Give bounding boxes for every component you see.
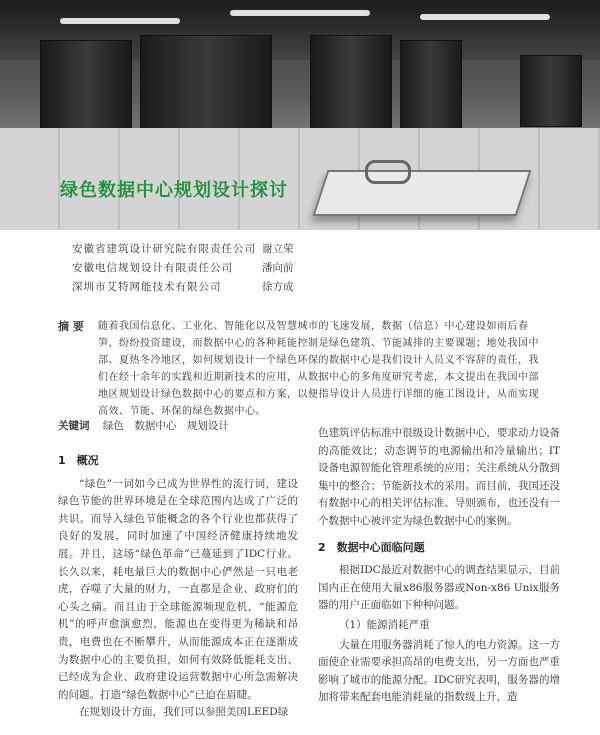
section-1-heading: 1 概况	[58, 454, 99, 467]
author-org: 深圳市艾特网能技术有限公司	[72, 281, 222, 293]
paragraph: “绿色”一词如今已成为世界性的流行词，建设绿色节能的世界环境是在全球范围内达成了广泛的共识。而导入绿色节能概念的各个行业也都获得了良好的发展，同时加速了中国经济健康持续地发展。并且，这场“绿色革命”已蔓延到了IDC行业。长久以来，耗电量巨大的数据中心俨然是一只电老虎，吞噬了大量的财力，一直都是企业、政府们的心头之痛。而且由于全球能源频现危机，“能源危机”的呼声愈演愈烈，能源也在变得更为稀缺和昂贵，电费也在不断攀升，从而能源成本正在逐渐成为数据中心的主要负担，如何有效降低能耗支出、已经成为企业、政府建设运营数据中心所急需解决的问题。打造“绿色数据中心”已迫在眉睫。	[58, 477, 298, 701]
server-rack	[310, 35, 392, 137]
section-2-heading: 2 数据中心面临问题	[318, 540, 425, 554]
keywords-label: 关键词	[58, 420, 90, 432]
ceiling-light	[60, 18, 180, 24]
server-rack	[520, 55, 582, 127]
subheading: （1）能源消耗严重	[339, 618, 430, 631]
author-row	[72, 278, 294, 297]
paragraph: 在规划设计方面，我们可以参照美国LEED绿	[79, 706, 289, 719]
ceiling-light	[420, 14, 550, 20]
author-org: 安徽省建筑设计研究院有限责任公司	[72, 243, 256, 255]
paragraph: 根据IDC最近对数据中心的调查结果显示，目前国内正在使用大量x86服务器或Non-x86 Unix服务器的用户正面临如下种种问题。	[318, 564, 560, 612]
author-row	[72, 259, 294, 278]
author-name: 潘向前	[262, 262, 294, 274]
right-column	[318, 425, 560, 707]
abstract-label: 摘 要	[58, 320, 84, 333]
abstract	[58, 318, 548, 420]
floor-tile	[313, 170, 532, 216]
paragraph: 大量在用服务器消耗了惊人的电力资源。这一方面使企业需要承担高昂的电费支出，另一方面也严重影响了城市的能源分配。IDC研究表明，服务器的增加将带来配套电能消耗量的指数级上升，造	[318, 638, 560, 704]
author-name: 徐方成	[262, 281, 294, 293]
author-name: 谢立荣	[262, 243, 294, 255]
page-title: 绿色数据中心规划设计探讨	[60, 180, 288, 201]
keywords	[58, 418, 229, 433]
author-list	[72, 240, 294, 297]
ceiling-light	[230, 10, 370, 16]
server-rack	[400, 40, 462, 132]
author-org: 安徽电信规划设计有限责任公司	[72, 262, 233, 274]
abstract-text: 随着我国信息化、工业化、智能化以及智慧城市的飞速发展，数据（信息）中心建设如雨后春笋，纷纷投资建设，而数据中心的各种耗能控制是绿色建筑、节能减排的主要课题；地处我国中部、夏热冬冷地区，如何规划设计一个绿色环保的数据中心是我们设计人员义不容辞的责任，我们在经十余年的实践和近期新技术的应用，从数据中心的多角度研究考虑，本文提出在我国中部地区规划设计绿色数据中心的要点和方案，以便指导设计人员进行详细的施工图设计，从而实现高效、节能、环保的绿色数据中心。	[98, 321, 539, 417]
hero-image	[0, 0, 600, 230]
author-row	[72, 240, 294, 259]
paragraph: 色建筑评估标准中很级设计数据中心，要求动力设备的高能效比；动态调节的电源输出和冷量输出；IT设备电源智能化管理系统的应用；关注系统从分散到集中的整合；节能新技术的采用。而目前，我国还没有数据中心的相关评估标准、导则颁布，也还没有一个数据中心被评定为绿色数据中心的案例。	[318, 427, 560, 527]
tile-lifter-icon	[365, 160, 411, 184]
keywords-text: 绿色 数据中心 规划设计	[102, 420, 229, 432]
left-column	[58, 452, 298, 722]
